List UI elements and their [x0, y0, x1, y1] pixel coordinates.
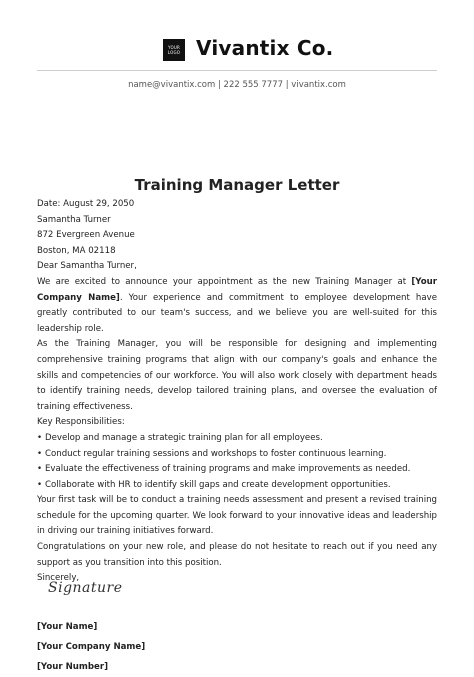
paragraph-appointment-text-end: . Your experience and commitment to employee development have greatly contributed to our team's success, and we believe you are well-suited for this leadership role. [37, 292, 437, 334]
salutation: Dear Samantha Turner, [37, 261, 137, 272]
paragraph-role: As the Training Manager, you will be responsible for designing and implementing comprehensive training programs that align with our company's goals and enhance the skills and competencies of our workforce. You will also work closely with department heads to identify training needs, develop tailored training plans, and oversee the evaluation of training effectiveness. [37, 339, 437, 412]
letterhead [0, 0, 474, 96]
letter-title: Training Manager Letter [134, 176, 340, 194]
list-item: • Collaborate with HR to identify skill gaps and create development opportunities. [37, 478, 437, 494]
paragraph-congratulations: Congratulations on your new role, and please do not hesitate to reach out if you need any support as you transition into this position. [37, 542, 437, 568]
closing: Sincerely, [37, 573, 80, 584]
list-item: • Evaluate the effectiveness of training programs and make improvements as needed. [37, 462, 437, 478]
company-name: Vivantix Co. [196, 36, 334, 60]
letter-body [37, 197, 437, 587]
responsibilities-list [37, 431, 437, 493]
sender-company-placeholder: [Your Company Name] [37, 642, 146, 652]
paragraph-first-task: Your first task will be to conduct a training needs assessment and present a revised training schedule for the upcoming quarter. We look forward to your innovative ideas and leadership in driving our training initiatives forward. [37, 495, 437, 537]
signature: Signature [48, 580, 123, 596]
sender-block [37, 617, 437, 677]
paragraph-appointment [37, 275, 437, 337]
sender-name-placeholder: [Your Name] [37, 622, 98, 632]
letter-date: Date: August 29, 2050 [37, 199, 135, 209]
list-item: • Develop and manage a strategic training plan for all employees. [37, 431, 437, 447]
paragraph-appointment-text-start: We are excited to announce your appointment as the new Training Manager at [37, 276, 412, 287]
sender-number-placeholder: [Your Number] [37, 662, 109, 672]
recipient-address-line1: 872 Evergreen Avenue [37, 230, 135, 241]
company-name-placeholder: [Your Company Name] [37, 276, 437, 303]
header-divider [37, 70, 437, 71]
responsibilities-heading: Key Responsibilities: [37, 417, 125, 428]
contact-line: name@vivantix.com | 222 555 7777 | vivantix.com [128, 80, 346, 90]
recipient-name: Samantha Turner [37, 214, 111, 225]
list-item: • Conduct regular training sessions and workshops to foster continuous learning. [37, 447, 437, 463]
recipient-address-line2: Boston, MA 02118 [37, 245, 116, 256]
company-logo: YOUR LOGO [163, 39, 185, 61]
